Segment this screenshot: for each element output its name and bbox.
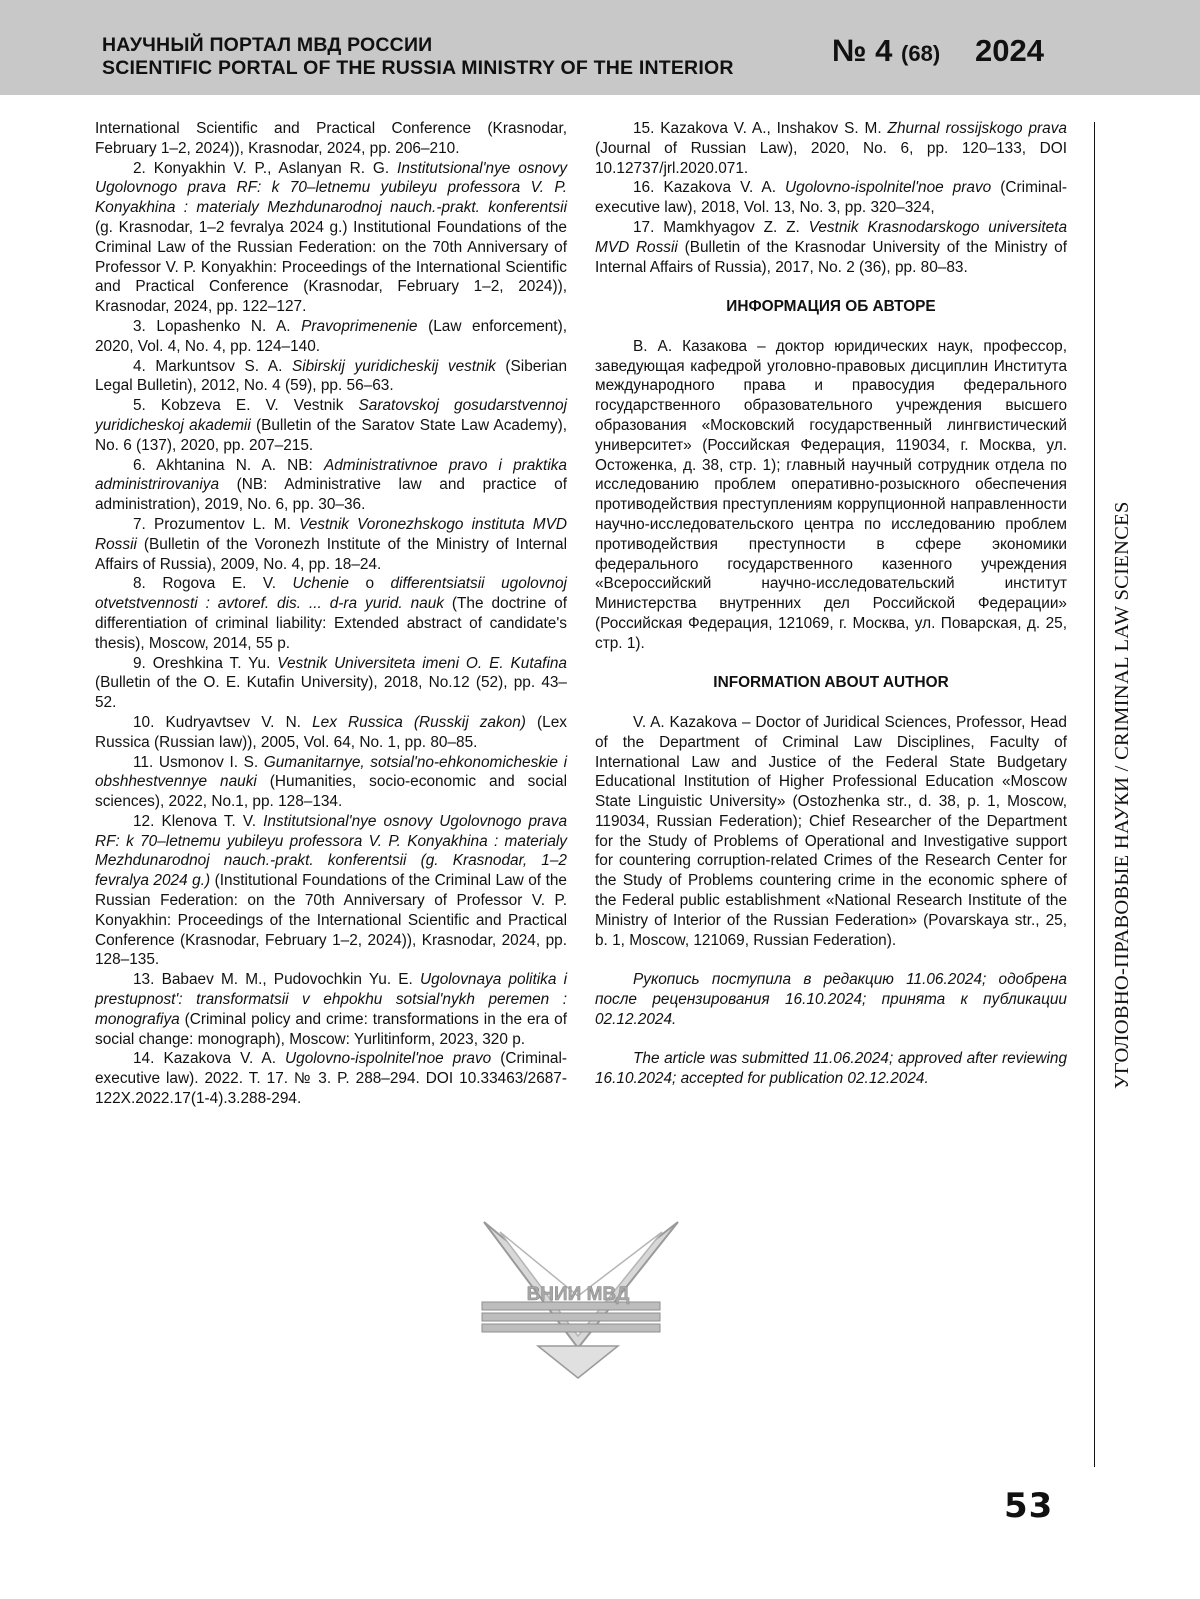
reference-4: 4. Markuntsov S. A. Sibirskij yuridicheskij vestnik (Siberian Legal Bulletin), 2012, No. 4 (59), pp. 56–63. xyxy=(95,357,568,395)
journal-title-ru: НАУЧНЫЙ ПОРТАЛ МВД РОССИИ xyxy=(102,34,433,56)
reference-15: 15. Kazakova V. A., Inshakov S. M. Zhurnal rossijskogo prava (Journal of Russian Law), 2020, No. 6, pp. 120–133, DOI 10.12737/jrl.2020.071. xyxy=(595,120,1067,177)
reference-17: 17. Mamkhyagov Z. Z. Vestnik Krasnodarskogo universiteta MVD Rossii (Bulletin of the Krasnodar University of the Ministry of Internal Affairs of Russia), 2017, No. 2 (36), pp. 80–83. xyxy=(595,218,1067,276)
issue-year: 2024 xyxy=(975,33,1044,68)
reference-8: 8. Rogova E. V. Uchenie o differentsiatsii ugolovnoj otvetstvennosti : avtoref. dis. ... d-ra yurid. nauk (The doctrine of differentiation of criminal liability: Extended abstract of candidate's thesis), Moscow, 2014, 55 p. xyxy=(95,575,567,652)
page-number: 53 xyxy=(1004,1486,1054,1526)
reference-13: 13. Babaev M. M., Pudovochkin Yu. E. Ugolovnaya politika i prestupnost': transformatsii v ehpokhu sotsial'nykh peremen : monografiya (Criminal policy and crime: transformations in the era of social change: monograph), Moscow: Yurlitinform, 2023, 320 p. xyxy=(95,971,567,1048)
issue-paren: (68) xyxy=(901,41,941,66)
reference-12: 12. Klenova T. V. Institutsional'nye osnovy Ugolovnogo prava RF: k 70–letnemu yubileyu professora V. P. Konyakhina : materialy Mezhdunarodnoj nauch.-prakt. konferentsii (g. Krasnodar, 1–2 fevralya 2024 g.) (Institutional Foundations of the Criminal Law of the Russian Federation: on the 70th Anniversary of Professor V. P. Konyakhin: Proceedings of the International Scientific and Practical Conference (Krasnodar, February 1–2, 2024)), Krasnodar, 2024, pp. 128–135. xyxy=(95,812,567,969)
author-info-heading-ru: ИНФОРМАЦИЯ ОБ АВТОРЕ xyxy=(726,298,936,316)
reference-5: 5. Kobzeva E. V. Vestnik Saratovskoj gosudarstvennoj yuridicheskoj akademii (Bulletin of the Saratov State Law Academy), No. 6 (137), 2020, pp. 207–215. xyxy=(95,397,567,454)
reference-9: 9. Oreshkina T. Yu. Vestnik Universiteta imeni O. E. Kutafina (Bulletin of the O. E. Kutafin University), 2018, No.12 (52), pp. 43–52. xyxy=(95,654,567,712)
left-column xyxy=(95,119,567,1109)
reference-1-cont: International Scientific and Practical Conference (Krasnodar, February 1–2, 2024)), Krasnodar, 2024, pp. 206–210. xyxy=(95,120,567,157)
vnii-mvd-logo xyxy=(478,1218,688,1388)
issue-label: № 4 xyxy=(832,33,893,68)
reference-10: 10. Kudryavtsev V. N. Lex Russica (Russkij zakon) (Lex Russica (Russian law)), 2005, Vol. 64, No. 1, pp. 80–85. xyxy=(95,713,567,751)
reference-11: 11. Usmonov I. S. Gumanitarnye, sotsial'no-ehkonomicheskie i obshhestvennye nauki (Humanities, socio-economic and social sciences), 2022, No.1, pp. 128–134. xyxy=(95,753,567,811)
journal-title-en: SCIENTIFIC PORTAL OF THE RUSSIA MINISTRY OF THE INTERIOR xyxy=(102,57,734,79)
reference-14: 14. Kazakova V. A. Ugolovno-ispolnitel'noe pravo (Criminal-executive law). 2022. T. 17. № 3. P. 288–294. DOI 10.33463/2687-122X.2022.17(1-4).3.288-294. xyxy=(95,1050,567,1108)
reference-7: 7. Prozumentov L. M. Vestnik Voronezhskogo instituta MVD Rossii (Bulletin of the Voronezh Institute of the Ministry of Internal Affairs of Russia), 2009, No. 4, pp. 18–24. xyxy=(95,515,567,573)
author-info-ru: В. А. Казакова – доктор юридических наук, профессор, заведующая кафедрой уголовно-правовых дисциплин Института международного права и правосудия федерального государственного образовательного учреждения высшего образования «Московский государственный лингвистический университет» (Российская Федерация, 119034, г. Москва, ул. Остоженка, д. 38, стр. 1); главный научный сотрудник отдела по исследованию проблем оперативно-розыскного обеспечения противодействия преступлениям коррупционной направленности научно-исследовательского центра по исследованию проблем противодействия преступности в сфере экономики федерального государственного казенного учреждения «Всероссийский научно-исследовательский институт Министерства внутренних дел Российской Федерации» (Российская Федерация, 121069, г. Москва, ул. Поварская, д. 25, стр. 1). xyxy=(595,337,1067,652)
page-header xyxy=(0,0,1200,95)
reference-3: 3. Lopashenko N. A. Pravoprimenenie (Law enforcement), 2020, Vol. 4, No. 4, pp. 124–140. xyxy=(95,317,567,355)
issue-number xyxy=(832,33,940,69)
section-label: УГОЛОВНО-ПРАВОВЫЕ НАУКИ / CRIMINAL LAW SCIENCES xyxy=(1111,501,1133,1089)
reference-16: 16. Kazakova V. A. Ugolovno-ispolnitel'noe pravo (Criminal-executive law), 2018, Vol. 13, No. 3, pp. 320–324, xyxy=(595,179,1067,217)
submission-dates-en: The article was submitted 11.06.2024; approved after reviewing 16.10.2024; accepted for publication 02.12.2024. xyxy=(595,1050,1067,1088)
logo-text: ВНИИ МВД xyxy=(526,1284,630,1305)
author-info-heading-en: INFORMATION ABOUT AUTHOR xyxy=(713,674,949,692)
author-info-en: V. A. Kazakova – Doctor of Juridical Sciences, Professor, Head of the Department of Criminal Law Disciplines, Faculty of International Law and Justice of the Federal State Budgetary Educational Institution of Higher Professional Education «Moscow State Linguistic University» (Ostozhenka str., d. 38, p. 1, Moscow, 119034, Russian Federation); Chief Researcher of the Department for the Study of Problems of Operational and Investigative support for countering corruption-related Crimes of the Research Center for the Study of Problems countering crime in the economic sphere of the Federal public establishment «National Research Institute of the Ministry of Interior of the Russian Federation» (Povarskaya str., 25, b. 1, Moscow, 121069, Russian Federation). xyxy=(595,713,1067,949)
submission-dates-ru: Рукопись поступила в редакцию 11.06.2024; одобрена после рецензирования 16.10.2024; принята к публикации 02.12.2024. xyxy=(595,971,1067,1028)
reference-2: 2. Konyakhin V. P., Aslanyan R. G. Institutsional'nye osnovy Ugolovnogo prava RF: k 70–letnemu yubileyu professora V. P. Konyakhina : materialy Mezhdunarodnoj nauch.-prakt. konferentsii (g. Krasnodar, 1–2 fevralya 2024 g.) Institutional Foundations of the Criminal Law of the Russian Federation: on the 70th Anniversary of Professor V. P. Konyakhin: Proceedings of the International Scientific and Practical Conference (Krasnodar, February 1–2, 2024)), Krasnodar, 2024, pp. 122–127. xyxy=(95,159,568,316)
right-column xyxy=(595,119,1067,1089)
reference-6: 6. Akhtanina N. A. NB: Administrativnoe pravo i praktika administrirovaniya (NB: Administrative law and practice of administration), 2019, No. 6, pp. 30–36. xyxy=(95,456,567,514)
sidebar-rule xyxy=(1094,122,1095,1467)
